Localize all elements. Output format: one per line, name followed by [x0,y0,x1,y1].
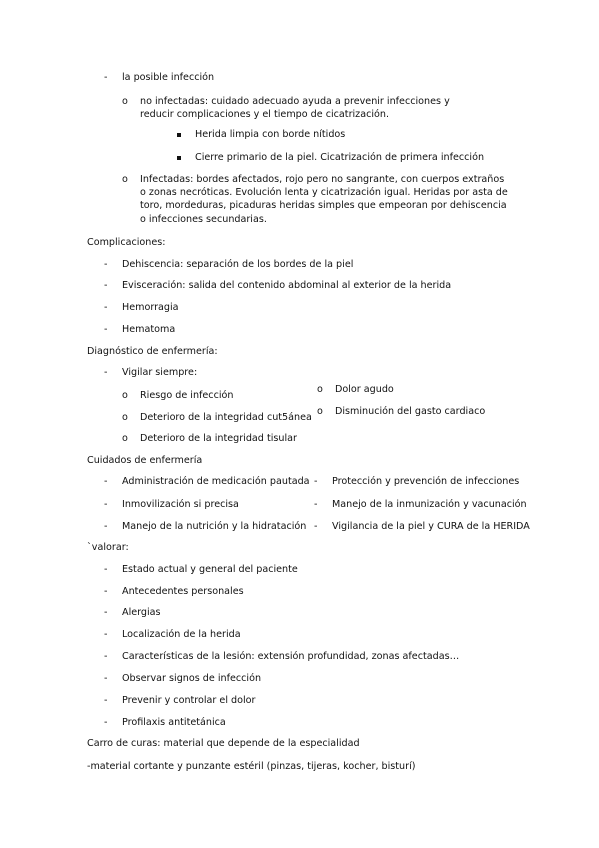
vigilar-label: Vigilar siempre: [122,367,198,378]
infectadas-text: Infectadas: bordes afectados, rojo pero no sangrante, con cuerpos extraños o zonas necróticas. Evolución lenta y cicatrización igual. Heridas por asta de toro, mordeduras, picaduras heridas simples que empeoran por dehiscencia o infecciones secundarias. [140,174,508,225]
dash-bullet: - [314,476,318,487]
valorar-item: Profilaxis antitetánica [122,717,226,728]
complicaciones-title: Complicaciones: [87,237,166,248]
diagnostico-item: Disminución del gasto cardiaco [335,406,486,417]
cuidados-item: Manejo de la inmunización y vacunación [332,499,527,510]
no-infectadas-text: no infectadas: cuidado adecuado ayuda a prevenir infecciones y reducir complicaciones y el tiempo de cicatrización. [140,96,450,121]
square-bullet [177,133,181,137]
dash-bullet: - [104,586,108,597]
cuidados-item: Vigilancia de la piel y CURA de la HERIDA [332,521,530,532]
diagnostico-item: Dolor agudo [335,384,394,395]
cuidados-item: Protección y prevención de infecciones [332,476,520,487]
diagnostico-item: Riesgo de infección [140,390,234,401]
dash-bullet: - [104,651,108,662]
dash-bullet: - [104,629,108,640]
dash-bullet: - [104,259,108,270]
valorar-item: Alergias [122,607,161,618]
valorar-item: Estado actual y general del paciente [122,564,298,575]
circle-bullet: o [122,412,128,423]
square-bullet [177,156,181,160]
dash-bullet: - [104,673,108,684]
dash-bullet: - [104,499,108,510]
dash-bullet: - [104,607,108,618]
dash-bullet: - [104,367,108,378]
sub-item: Cierre primario de la piel. Cicatrización de primera infección [195,152,485,163]
valorar-item: Localización de la herida [122,629,241,640]
circle-bullet: o [122,96,128,107]
sub-item: Herida limpia con borde nítidos [195,129,346,140]
list-item: Evisceración: salida del contenido abdominal al exterior de la herida [122,280,452,291]
cuidados-item: Administración de medicación pautada [122,476,310,487]
carro-title: Carro de curas: material que depende de la especialidad [87,738,360,749]
circle-bullet: o [122,433,128,444]
list-item: Hematoma [122,324,176,335]
diagnostico-item: Deterioro de la integridad cut5ánea [140,412,312,423]
diagnostico-title: Diagnóstico de enfermería: [87,346,218,357]
infeccion-heading: la posible infección [122,72,215,83]
dash-bullet: - [104,476,108,487]
dash-bullet: - [104,695,108,706]
valorar-item: Antecedentes personales [122,586,244,597]
circle-bullet: o [122,390,128,401]
dash-bullet: - [104,564,108,575]
dash-bullet: - [314,499,318,510]
dash-bullet: - [104,521,108,532]
cuidados-item: Manejo de la nutrición y la hidratación [122,521,307,532]
cuidados-item: Inmovilización si precisa [122,499,239,510]
dash-bullet: - [104,717,108,728]
diagnostico-item: Deterioro de la integridad tisular [140,433,297,444]
dash-bullet: - [104,280,108,291]
circle-bullet: o [122,174,128,185]
dash-bullet: - [104,302,108,313]
circle-bullet: o [317,406,323,417]
list-item: Dehiscencia: separación de los bordes de la piel [122,259,354,270]
valorar-title: `valorar: [87,542,129,553]
dash-bullet: - [104,324,108,335]
circle-bullet: o [317,384,323,395]
valorar-item: Observar signos de infección [122,673,262,684]
valorar-item: Prevenir y controlar el dolor [122,695,256,706]
dash-bullet: - [314,521,318,532]
dash-bullet: - [104,72,108,83]
valorar-item: Características de la lesión: extensión profundidad, zonas afectadas… [122,651,460,662]
carro-line: -material cortante y punzante estéril (pinzas, tijeras, kocher, bisturí) [87,761,416,772]
list-item: Hemorragia [122,302,179,313]
cuidados-title: Cuidados de enfermería [87,455,203,466]
